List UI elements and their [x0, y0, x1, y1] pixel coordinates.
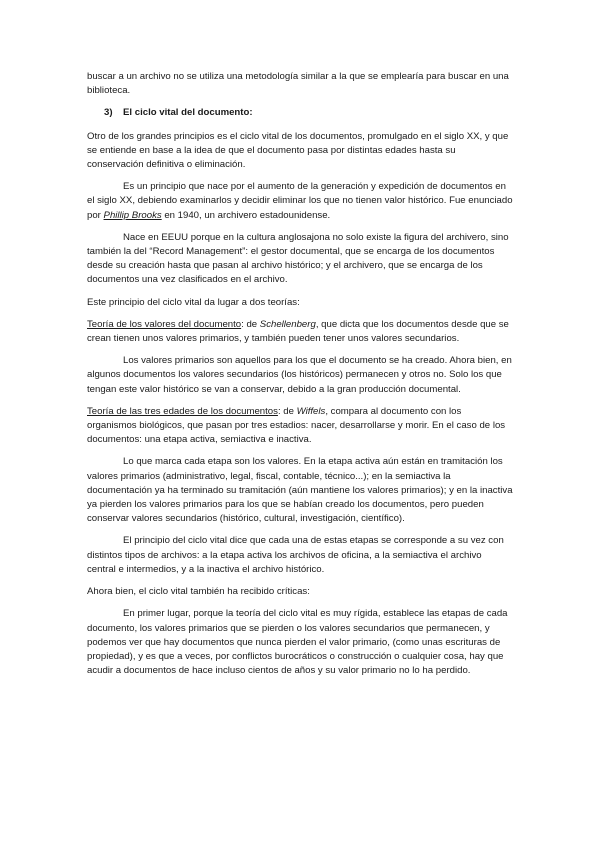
paragraph-theories: Este principio del ciclo vital da lugar a dos teorías:: [87, 296, 300, 308]
phillip-brooks-link[interactable]: Phillip Brooks: [103, 209, 162, 221]
paragraph-theory-ages: [87, 405, 513, 448]
origin-text-end: en 1940, un archivero estadounidense.: [161, 209, 331, 221]
theory-ages-mid: : de: [277, 405, 297, 417]
paragraph-intro: Otro de los grandes principios es el ciclo vital de los documentos, promulgado en el siglo XX, y que se entiende en base a la idea de que el documento pasa por distintas edades hasta su conservación definitiva o eliminación.: [87, 130, 509, 171]
paragraph-continuation: buscar a un archivo no se utiliza una metodología similar a la que se emplearía para buscar en una biblioteca.: [87, 71, 509, 97]
theory-values-mid: : de: [241, 318, 260, 330]
theory-ages-rest: , compara al documento con los organismos biológicos, que pasan por tres estadios: nacer, desarrollarse y morir. En el caso de los documentos: una etapa activa, semiactiva e inactiva.: [87, 405, 506, 446]
section-heading: [87, 106, 513, 120]
paragraph-first-criticism: En primer lugar, porque la teoría del ciclo vital es muy rígida, establece las etapas de cada documento, los valores primarios que se pierden o los valores secundarios que permanecen, y podemos ver que hay documentos que nunca pierden el valor primario, (como unas escrituras de propiedad), y es que a veces, por conflictos burocráticos o construcción o cualquier cosa, hay que acudir a documentos de hace incluso cientos de años y su valor primario no lo ha perdido.: [87, 608, 508, 677]
paragraph-primary-values: Los valores primarios son aquellos para los que el documento se ha creado. Ahora bien, en algunos documentos los valores secundarios (los históricos) permanecen y otros no. Solo los que tengan este valor histórico se van a conservar, debido a la gran producción documental.: [87, 355, 512, 395]
paragraph-criticism: Ahora bien, el ciclo vital también ha recibido críticas:: [87, 586, 310, 598]
paragraph-stages: Lo que marca cada etapa son los valores. En la etapa activa aún están en tramitación los valores primarios (administrativo, legal, fiscal, contable, técnico...); en la semiactiva la documentación ya ha terminado su tramitación (aún mantiene los valores primarios); y en la inactiva ya pierden los valores primarios para los que se habían creado los documentos, pero pueden conservar valores secundarios (histórico, cultural, investigación, científico).: [87, 456, 513, 525]
theory-ages-author: Wiffels: [296, 405, 326, 417]
paragraph-eeuu: Nace en EEUU porque en la cultura anglosajona no solo existe la figura del archivero, sino también la del “Record Management”: el gestor documental, que se encarga de los documentos desde su creación hasta que pasan al archivo histórico; y el archivero, que se encarga de los documentos una vez clasificados en el archivo.: [87, 231, 509, 286]
paragraph-theory-values: [87, 318, 513, 346]
theory-values-rest: , que dicta que los documentos desde que se crean tienen unos valores primarios, y también pueden tener unos valores secundarios.: [87, 318, 509, 345]
paragraph-origin: [87, 180, 513, 223]
paragraph-archive-types: El principio del ciclo vital dice que cada una de estas etapas se corresponde a su vez con distintos tipos de archivos: a la etapa activa los archivos de oficina, a la semiactiva el archivo central e intermedios, y a la inactiva el archivo histórico.: [87, 535, 504, 575]
section-number: 3): [104, 107, 113, 119]
theory-values-author: Schellenberg: [259, 318, 316, 330]
origin-text: Es un principio que nace por el aumento de la generación y expedición de documentos en el siglo XX, debiendo examinarlos y decidir eliminar los que no tienen valor histórico. Fue enunciado por: [87, 181, 513, 221]
section-title: El ciclo vital del documento:: [123, 107, 253, 119]
theory-values-term: Teoría de los valores del documento: [87, 318, 242, 330]
theory-ages-term: Teoría de las tres edades de los documentos: [87, 405, 278, 417]
